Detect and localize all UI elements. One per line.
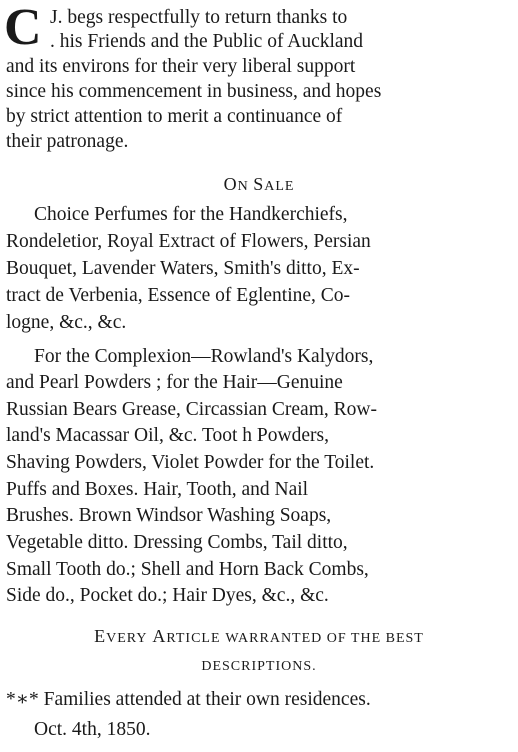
families-line (6, 688, 512, 712)
intro-line-4: since his commencement in business, and hopes (6, 81, 382, 102)
on-sale-heading-n: N (237, 179, 254, 194)
date-line: Oct. 4th, 1850. (34, 719, 151, 740)
intro-line-6: their patronage. (6, 131, 129, 152)
warranty-article-cap: A (152, 626, 167, 646)
intro-line-1: J. begs respectfully to return thanks to (50, 7, 348, 28)
on-sale-heading-ale: ALE (264, 179, 295, 194)
complexion-line-4: land's Macassar Oil, &c. Toot h Powders, (6, 425, 329, 446)
complexion-line-1: For the Complexion—Rowland's Kalydors, (34, 346, 374, 367)
warranty-every-cap: E (94, 626, 107, 646)
complexion-line-6: Puffs and Boxes. Hair, Tooth, and Nail (6, 479, 309, 500)
on-sale-heading-o: O (223, 174, 238, 194)
drop-cap-letter: C (4, 0, 42, 56)
on-sale-heading-s: S (253, 174, 265, 194)
warranty-rest: WARRANTED OF THE BEST (225, 631, 424, 646)
complexion-line-9: Small Tooth do.; Shell and Horn Back Combs, (6, 559, 369, 580)
complexion-line-8: Vegetable ditto. Dressing Combs, Tail ditto, (6, 532, 348, 553)
complexion-line-2: and Pearl Powders ; for the Hair—Genuine (6, 372, 343, 393)
complexion-line-5: Shaving Powders, Violet Powder for the Toilet. (6, 452, 375, 473)
on-sale-heading (6, 172, 512, 199)
asterism-icon: *∗* (6, 689, 39, 710)
warranty-every-rest: VERY (106, 631, 148, 646)
warranty-article-rest: RTICLE (166, 631, 221, 646)
warranty-line-2 (6, 653, 512, 679)
complexion-line-3: Russian Bears Grease, Circassian Cream, Row- (6, 399, 377, 420)
intro-line-5: by strict attention to merit a continuance of (6, 106, 343, 127)
perfumes-line-1: Choice Perfumes for the Handkerchiefs, (34, 204, 348, 225)
perfumes-line-3: Bouquet, Lavender Waters, Smith's ditto, Ex- (6, 258, 360, 279)
perfumes-line-2: Rondeletior, Royal Extract of Flowers, Persian (6, 231, 371, 252)
complexion-line-7: Brushes. Brown Windsor Washing Soaps, (6, 505, 332, 526)
perfumes-line-5: logne, &c., &c. (6, 312, 127, 333)
perfumes-line-4: tract de Verbenia, Essence of Eglentine, Co- (6, 285, 351, 306)
families-text: Families attended at their own residences. (43, 689, 371, 710)
intro-line-2: . his Friends and the Public of Auckland (50, 31, 364, 52)
complexion-line-10: Side do., Pocket do.; Hair Dyes, &c., &c. (6, 585, 329, 606)
warranty-descriptions: DESCRIPTIONS. (201, 659, 317, 674)
intro-line-3: and its environs for their very liberal support (6, 56, 356, 77)
warranty-line-1 (6, 624, 512, 651)
